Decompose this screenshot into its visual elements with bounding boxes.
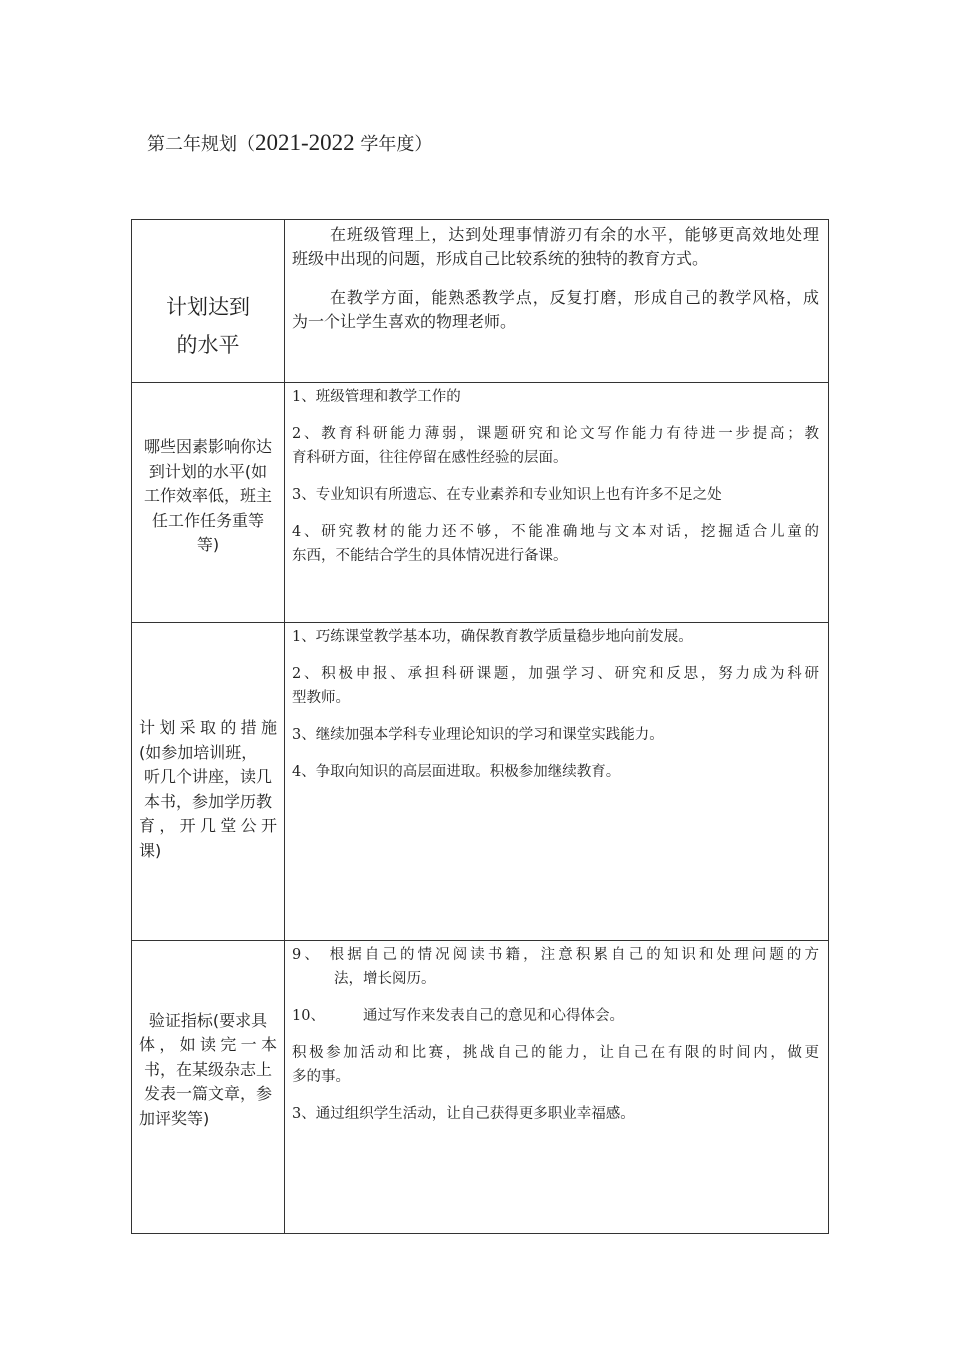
text-line: 多的事。 <box>292 1069 350 1085</box>
title-suffix: 学年度） <box>354 134 433 155</box>
label-line: 工作效率低，班主 <box>143 486 272 506</box>
row-label <box>132 220 285 382</box>
label-line: 到计划的水平(如 <box>148 461 268 481</box>
text-line: 2、积极申报、承担科研课题，加强学习、研究和反思，努力成为科研 <box>292 666 819 682</box>
text-line: 育科研方面，往往停留在感性经验的层面。 <box>292 450 568 466</box>
text-line: 4、争取向知识的高层面进取。积极参加继续教育。 <box>292 764 621 780</box>
paragraph <box>292 1004 819 1028</box>
row-label <box>132 941 285 1233</box>
row-content <box>285 623 828 940</box>
label-line: 的水平 <box>176 333 240 357</box>
paragraph <box>292 422 819 470</box>
label-line: 验证指标(要求具 <box>148 1010 268 1030</box>
paragraph <box>292 625 819 649</box>
label-line: 听几个讲座，读几 <box>143 767 272 786</box>
title-year: 2021-2022 <box>255 130 355 155</box>
paragraph <box>292 662 819 710</box>
paragraph <box>292 520 819 568</box>
row-content <box>285 220 828 382</box>
label-line: 加评奖等) <box>139 1108 210 1128</box>
text-line: 9、 根据自己的情况阅读书籍，注意积累自己的知识和处理问题的方 <box>292 947 819 963</box>
label-line: 哪些因素影响你达 <box>143 437 272 457</box>
row-content <box>285 941 828 1233</box>
table-row-planned-measures <box>132 622 828 940</box>
paragraph <box>292 723 819 747</box>
table-row-verification-indicators <box>132 940 828 1233</box>
text-line: 1、班级管理和教学工作的 <box>292 389 461 405</box>
text-line: 法，增长阅历。 <box>334 971 436 987</box>
label-line: 等) <box>196 535 220 555</box>
text-line: 2、教育科研能力薄弱，课题研究和论文写作能力有待进一步提高；教 <box>292 426 819 442</box>
label-line: 计划达到 <box>166 295 250 319</box>
label-line: 计划采取的措施 <box>139 718 277 737</box>
page-title <box>147 130 432 156</box>
paragraph <box>292 1102 819 1126</box>
text-line: 3、继续加强本学科专业理论知识的学习和课堂实践能力。 <box>292 727 664 743</box>
text-line: 在班级管理上，达到处理事情游刃有余的水平，能够更高效地处理 <box>330 225 819 244</box>
text-line: 在教学方面，能熟悉教学点，反复打磨，形成自己的教学风格，成 <box>330 288 819 307</box>
paragraph <box>292 760 819 784</box>
label-line: 书，在某级杂志上 <box>143 1059 272 1079</box>
label-line: 课) <box>139 840 162 860</box>
text-line: 班级中出现的问题，形成自己比较系统的独特的教育方式。 <box>292 249 709 268</box>
label-line: 体，如读完一本 <box>139 1035 277 1055</box>
table-row-target-level <box>132 220 828 382</box>
paragraph <box>292 385 819 409</box>
text-line: 3、专业知识有所遗忘、在专业素养和专业知识上也有许多不足之处 <box>292 487 722 503</box>
label-line: 任工作任务重等 <box>151 510 264 530</box>
label-line: 发表一篇文章，参 <box>143 1084 272 1104</box>
text-line: 东西，不能结合学生的具体情况进行备课。 <box>292 548 568 564</box>
text-line: 为一个让学生喜欢的物理老师。 <box>292 312 517 331</box>
list-number: 10、 <box>292 1008 325 1024</box>
text-line: 1、巧练课堂教学基本功，确保教育教学质量稳步地向前发展。 <box>292 629 693 645</box>
paragraph <box>292 1041 819 1089</box>
text-line: 3、通过组织学生活动，让自己获得更多职业幸福感。 <box>292 1106 635 1122</box>
row-content <box>285 383 828 622</box>
text-line: 通过写作来发表自己的意见和心得体会。 <box>362 1008 624 1024</box>
text-line: 型教师。 <box>292 690 350 706</box>
table-row-influencing-factors <box>132 382 828 622</box>
row-label <box>132 383 285 622</box>
paragraph <box>292 223 819 271</box>
plan-table <box>131 219 829 1234</box>
paragraph <box>292 943 819 991</box>
text-line: 积极参加活动和比赛，挑战自己的能力，让自己在有限的时间内，做更 <box>292 1045 819 1061</box>
text-line: 4、研究教材的能力还不够，不能准确地与文本对话，挖掘适合儿童的 <box>292 524 819 540</box>
paragraph <box>292 483 819 507</box>
label-line: 本书，参加学历教 <box>143 791 272 811</box>
label-line: 育，开几堂公开 <box>139 816 277 835</box>
title-prefix: 第二年规划（ <box>147 134 255 155</box>
row-label <box>132 623 285 940</box>
paragraph <box>292 286 819 334</box>
label-line: (如参加培训班， <box>139 742 258 762</box>
